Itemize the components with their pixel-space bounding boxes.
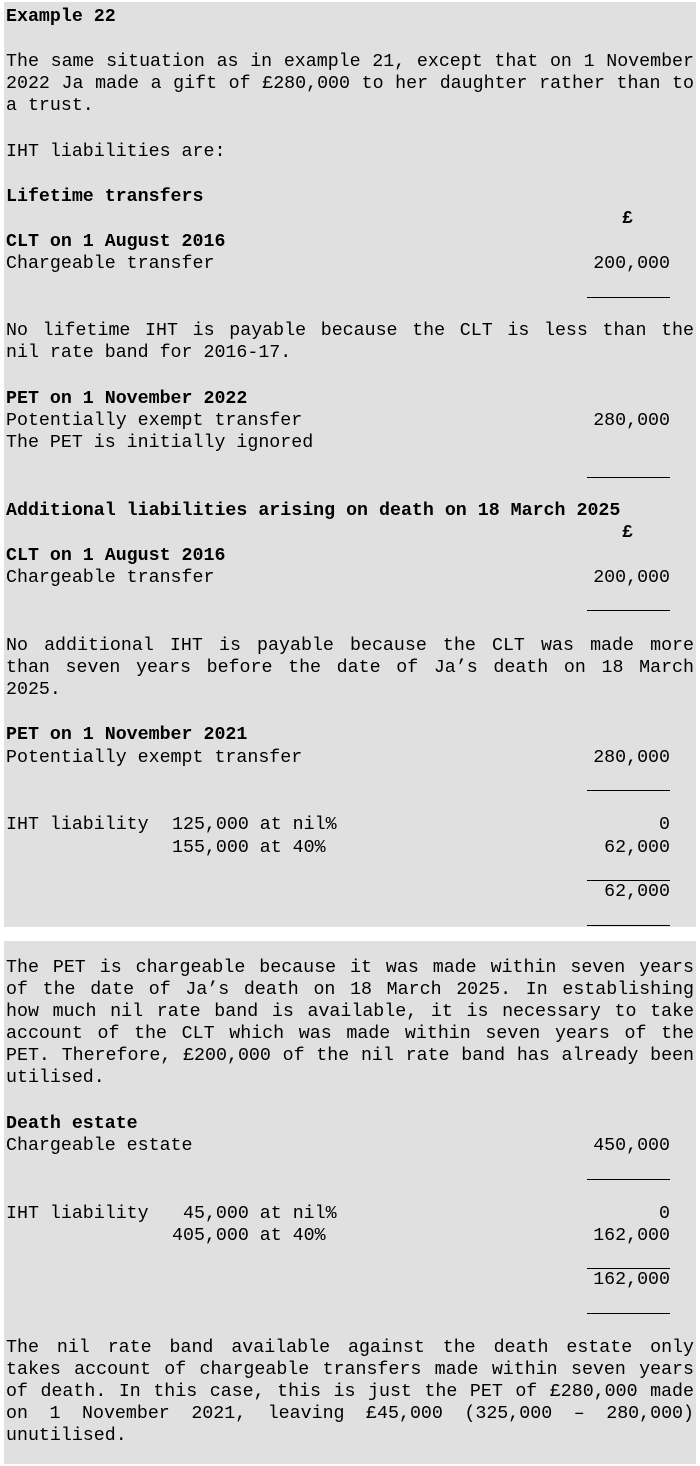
estate-liability-row2-value: 162,000: [593, 1226, 670, 1246]
death-pet-value: 280,000: [593, 748, 670, 768]
lifetime-pet-value: 280,000: [593, 411, 670, 431]
lifetime-pet-note: The PET is initially ignored: [6, 433, 314, 453]
divider-line: [587, 1179, 670, 1180]
death-clt-note: No additional IHT is payable because the CLT was made more than seven years before the date of Ja’s death on 18 March 2025.: [6, 636, 694, 700]
currency-symbol: £: [622, 523, 633, 543]
divider-line: [587, 925, 670, 926]
intro-paragraph: The same situation as in example 21, except that on 1 November 2022 Ja made a gift of £280,000 to her daughter rather than to a trust.: [6, 52, 694, 116]
divider-line: [587, 610, 670, 611]
lifetime-clt-label: Chargeable transfer: [6, 254, 215, 274]
divider-line: [587, 790, 670, 791]
death-liability-total: 62,000: [604, 882, 670, 902]
lifetime-pet-label: Potentially exempt transfer: [6, 411, 303, 431]
death-heading: Additional liabilities arising on death on 18 March 2025: [6, 501, 621, 521]
death-pet-note: The PET is chargeable because it was made within seven years of the date of Ja’s death on 18 March 2025. In establishing how much nil rate band is available, it is necessary to take account of the CLT which was made within seven years of the PET. Therefore, £200,000 of the nil rate band has already been utilised.: [6, 958, 694, 1088]
currency-symbol: £: [622, 209, 633, 229]
divider-line: [587, 297, 670, 298]
estate-liability-label: IHT liability: [6, 1204, 149, 1224]
estate-value: 450,000: [593, 1136, 670, 1156]
death-clt-heading: CLT on 1 August 2016: [6, 546, 226, 566]
death-liability-label: IHT liability: [6, 815, 149, 835]
iht-intro: IHT liabilities are:: [6, 142, 226, 162]
lifetime-clt-note: No lifetime IHT is payable because the CLT is less than the nil rate band for 2016-17.: [6, 321, 694, 363]
lifetime-clt-heading: CLT on 1 August 2016: [6, 232, 226, 252]
divider-line: [587, 477, 670, 478]
estate-liability-row1-value: 0: [659, 1204, 670, 1224]
estate-note: The nil rate band available against the death estate only takes account of chargeable transfers made within seven years of death. In this case, this is just the PET of £280,000 made on 1 November 2021, leaving £45,000 (325,000 – 280,000) unutilised.: [6, 1338, 694, 1446]
death-pet-heading: PET on 1 November 2021: [6, 725, 248, 745]
death-clt-label: Chargeable transfer: [6, 568, 215, 588]
estate-liability-row1: 45,000 at nil%: [183, 1204, 337, 1224]
lifetime-pet-heading: PET on 1 November 2022: [6, 389, 248, 409]
lifetime-clt-value: 200,000: [593, 254, 670, 274]
death-liability-row1-value: 0: [659, 815, 670, 835]
death-liability-row2-value: 62,000: [604, 838, 670, 858]
estate-label: Chargeable estate: [6, 1136, 193, 1156]
death-liability-row1: 125,000 at nil%: [172, 815, 337, 835]
example-title: Example 22: [6, 7, 116, 27]
death-pet-label: Potentially exempt transfer: [6, 748, 303, 768]
death-clt-value: 200,000: [593, 568, 670, 588]
estate-liability-row2: 405,000 at 40%: [172, 1226, 326, 1246]
estate-liability-total: 162,000: [593, 1270, 670, 1290]
estate-heading: Death estate: [6, 1114, 138, 1134]
lifetime-heading: Lifetime transfers: [6, 187, 204, 207]
divider-line: [587, 1313, 670, 1314]
death-liability-row2: 155,000 at 40%: [172, 838, 326, 858]
